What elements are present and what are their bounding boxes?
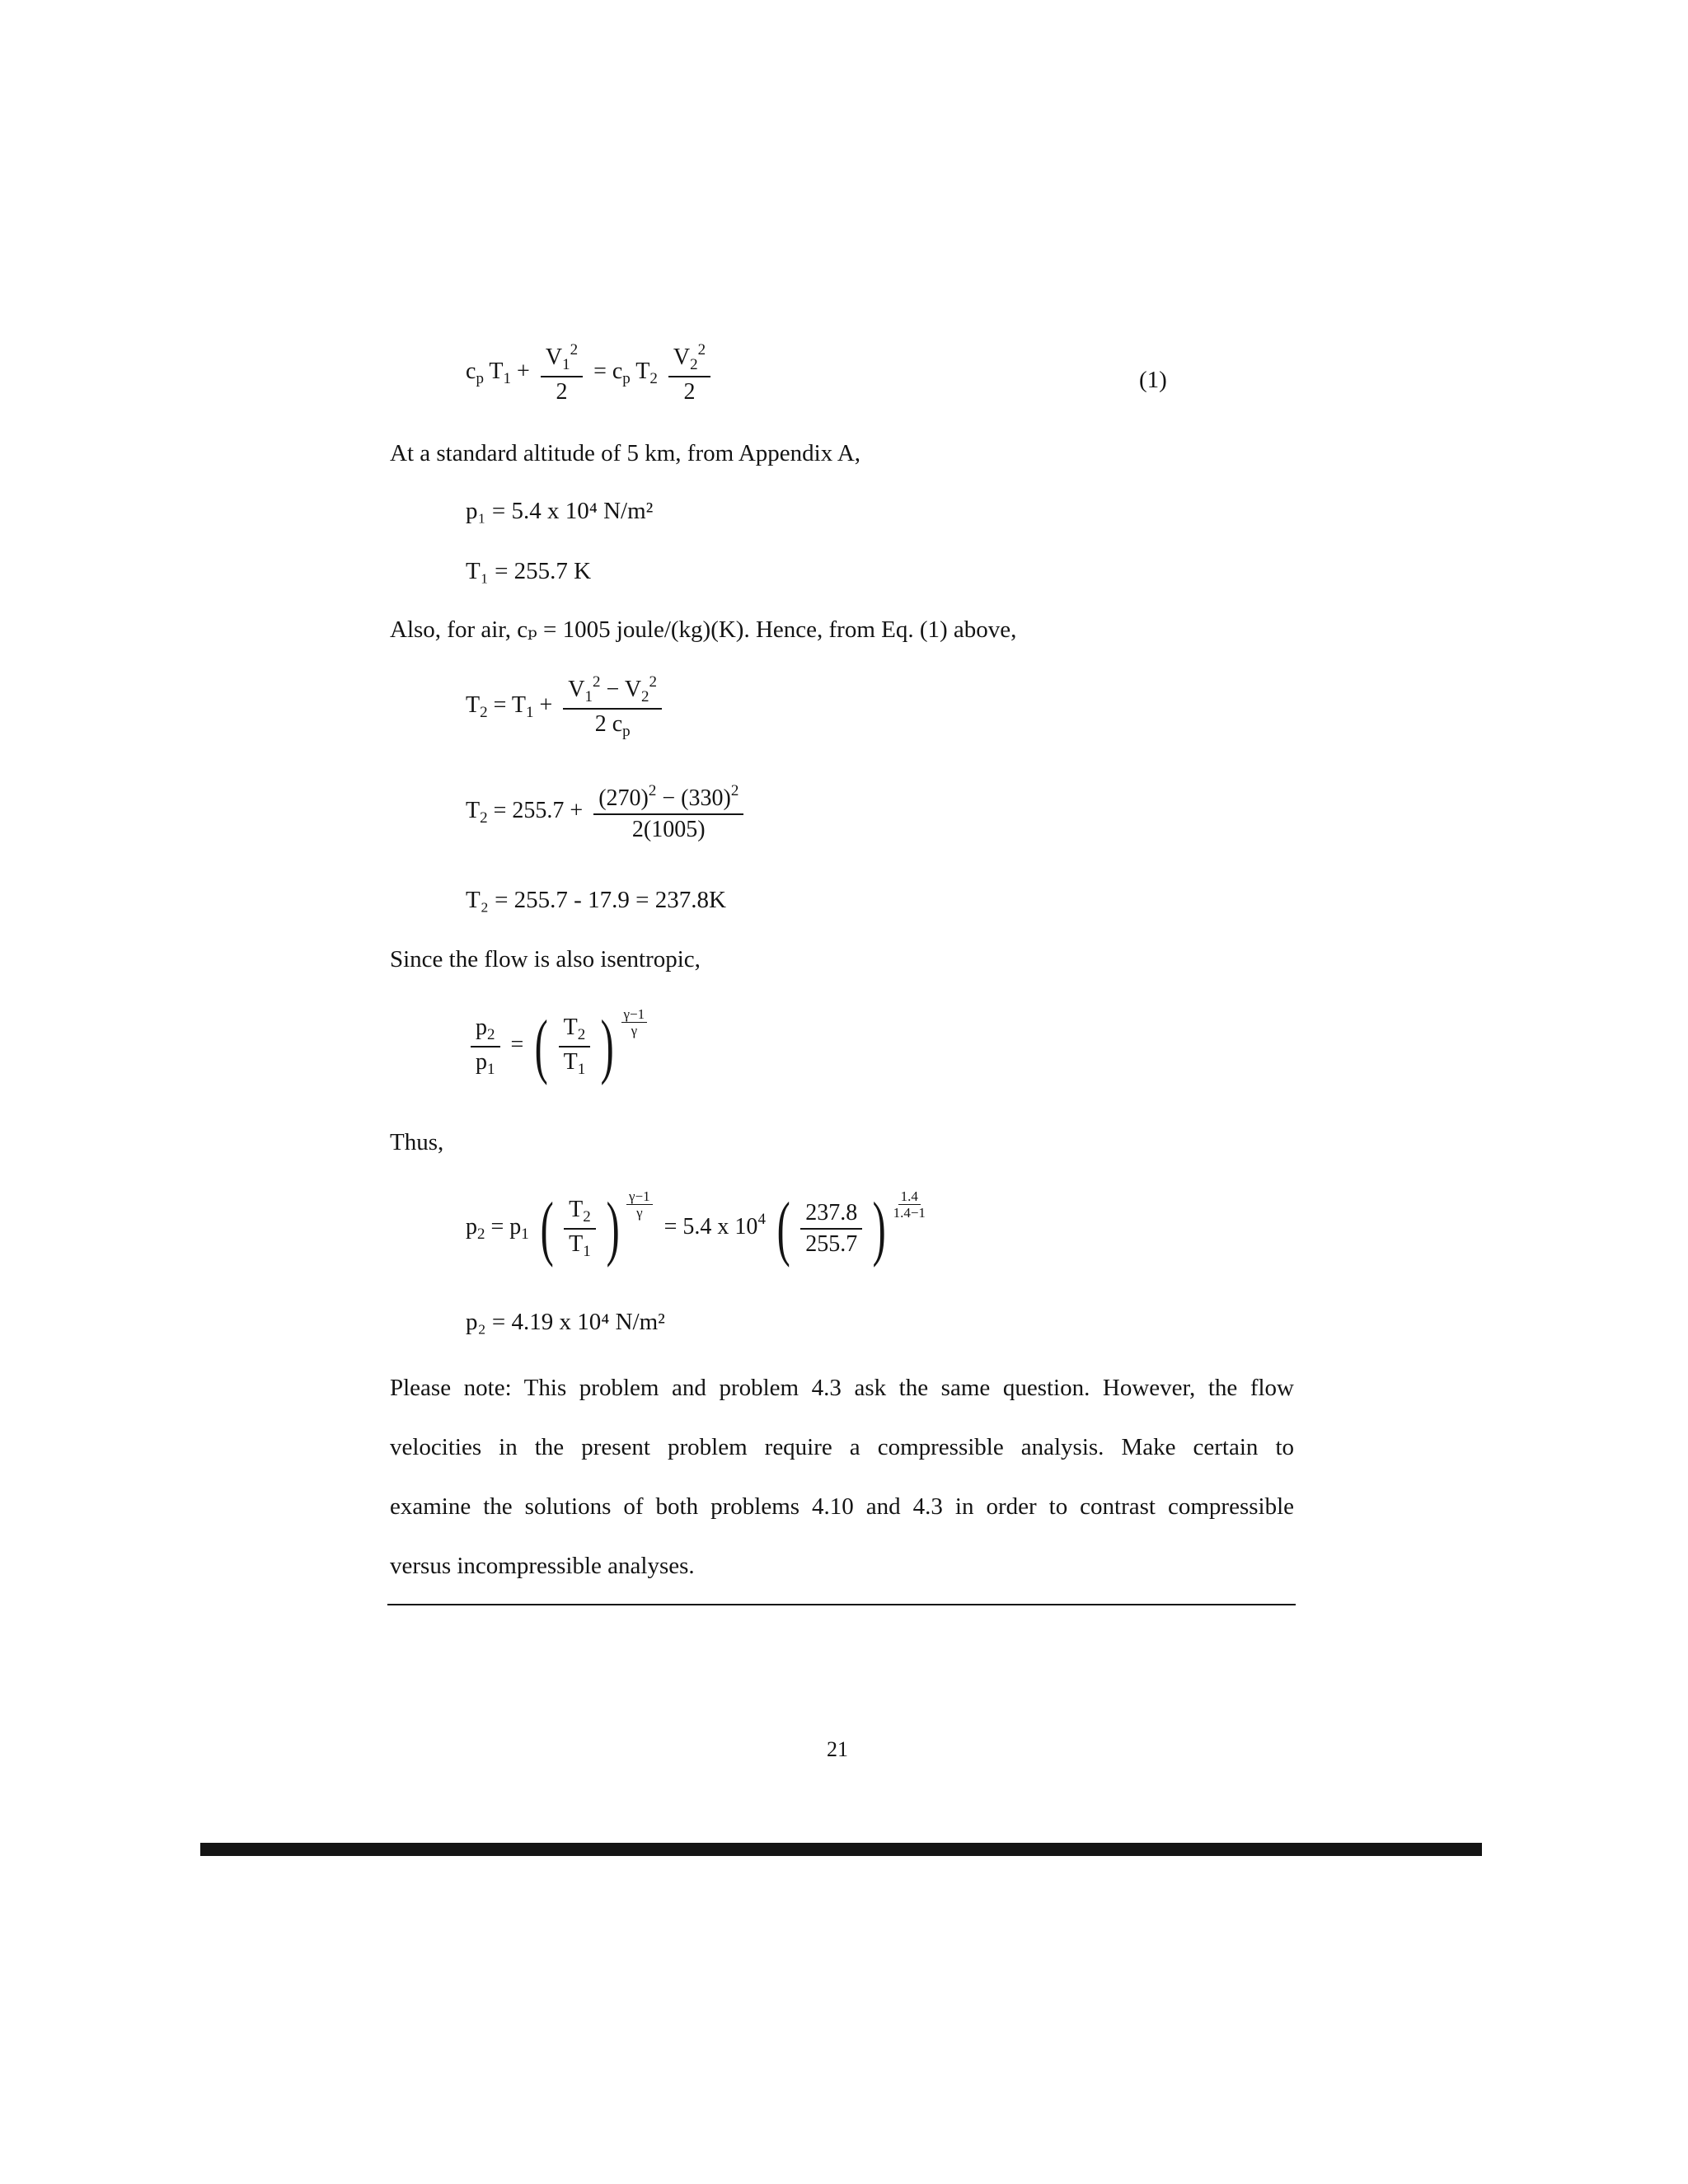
- air-cp-sentence: Also, for air, cₚ = 1005 joule/(kg)(K). Hence, from Eq. (1) above,: [390, 616, 1017, 643]
- equation-number: (1): [1139, 367, 1167, 393]
- t1-value: T₁ = 255.7 K: [466, 558, 592, 584]
- note-line: Please note: This problem and problem 4.3 ask the same question. However, the flow: [390, 1375, 1294, 1401]
- thus-word: Thus,: [390, 1129, 444, 1155]
- note-line: velocities in the present problem require a compressible analysis. Make certain to: [390, 1434, 1294, 1460]
- section-divider: [387, 1604, 1296, 1605]
- equation-t2-numeric: $T_2 = 255.7$ + $\frac{(270)^2 - (330)^2}{2(1005)}$: [466, 783, 748, 841]
- p2-result: p₂ = 4.19 x 10⁴ N/m²: [466, 1309, 665, 1335]
- note-line: versus incompressible analyses.: [390, 1553, 695, 1579]
- isentropic-sentence: Since the flow is also isentropic,: [390, 946, 701, 972]
- equation-isentropic-ratio: $\frac{p_2}{p_1}$ = ( $\frac{T_2}{T_1}$ ) $\frac{\gamma-1}{\gamma}$: [466, 1007, 647, 1083]
- note-line: examine the solutions of both problems 4.10 and 4.3 in order to contrast compressible: [390, 1493, 1294, 1520]
- equation-p2-numeric: $p_2 = p_1$ ( $\frac{T_2}{T_1}$ ) $\frac{\gamma-1}{\gamma}$ = 5.4 x $10^4$ ( $\frac{237.8}{255.7}$ ) $\frac{1.4}{1.4-1}$: [466, 1188, 926, 1268]
- p1-value: p₁ = 5.4 x 10⁴ N/m²: [466, 498, 654, 524]
- equation-t2-general: $T_2 = T_1$ + $\frac{V_1^2 - V_2^2}{2 c_p}$: [466, 674, 667, 739]
- t2-result: T₂ = 255.7 - 17.9 = 237.8K: [466, 887, 726, 913]
- equation-energy: $c_p$ $T_1$ + $\frac{V_1^2}{2}$ = $c_p$ $T_2$ $\frac{V_2^2}{2}$: [466, 342, 715, 404]
- note-paragraph: [390, 1358, 1294, 1596]
- page-number: 21: [827, 1737, 848, 1761]
- altitude-intro: At a standard altitude of 5 km, from Appendix A,: [390, 440, 861, 466]
- footer-bar: [200, 1843, 1482, 1856]
